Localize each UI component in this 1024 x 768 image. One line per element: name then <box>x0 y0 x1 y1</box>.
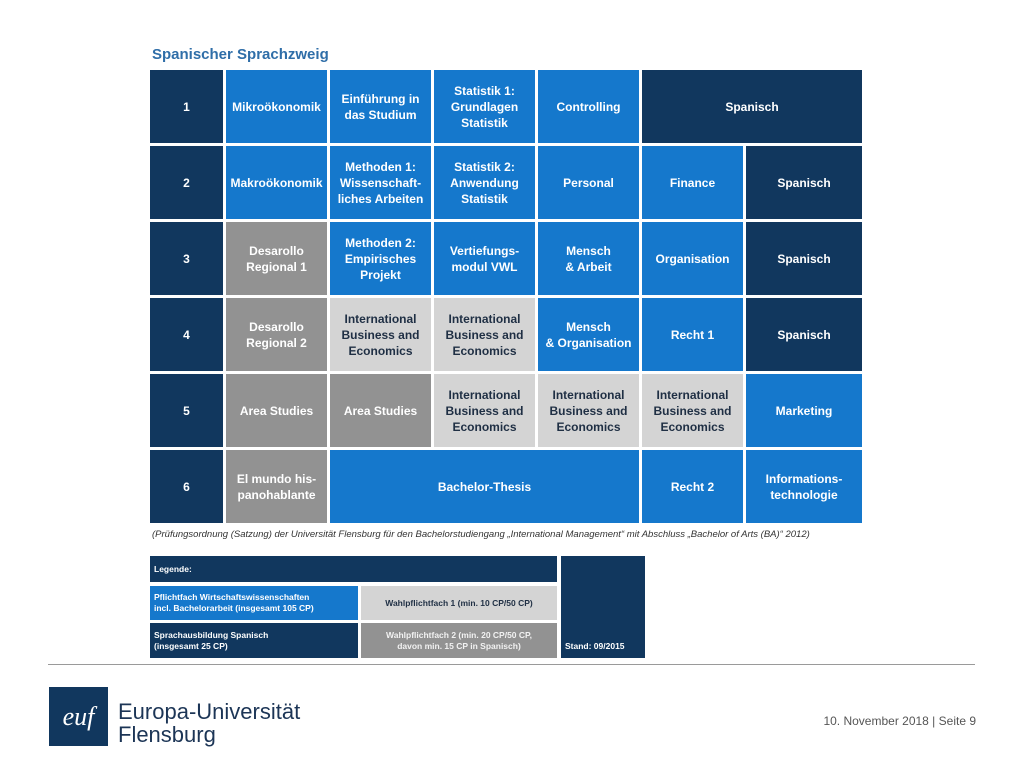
module-desarollo-regional-1: Desarollo Regional 1 <box>226 222 327 295</box>
semester-label-6: 6 <box>150 450 223 523</box>
page-title: Spanischer Sprachzweig <box>152 46 329 63</box>
module-ibe-4a: International Business and Economics <box>330 298 431 371</box>
module-ibe-4b: International Business and Economics <box>434 298 535 371</box>
semester-label-4: 4 <box>150 298 223 371</box>
module-recht-2: Recht 2 <box>642 450 743 523</box>
module-einfuehrung: Einführung in das Studium <box>330 70 431 143</box>
legend-stand: Stand: 09/2015 <box>561 556 645 658</box>
module-organisation: Organisation <box>642 222 743 295</box>
module-controlling: Controlling <box>538 70 639 143</box>
legend-sprachausbildung: Sprachausbildung Spanisch (insgesamt 25 CP) <box>150 623 358 658</box>
footer-divider <box>48 664 975 665</box>
module-el-mundo-hispanohablante: El mundo his- panohablante <box>226 450 327 523</box>
module-personal: Personal <box>538 146 639 219</box>
module-makrooekonomik: Makroökonomik <box>226 146 327 219</box>
semester-label-3: 3 <box>150 222 223 295</box>
module-mikrooekonomik: Mikroökonomik <box>226 70 327 143</box>
curriculum-grid <box>150 70 862 526</box>
module-finance: Finance <box>642 146 743 219</box>
logo-mark-text: euf <box>62 702 95 731</box>
module-bachelor-thesis: Bachelor-Thesis <box>330 450 639 523</box>
module-informationstechnologie: Informations- technologie <box>746 450 862 523</box>
legend-heading: Legende: <box>150 556 557 582</box>
module-methoden-2: Methoden 2: Empirisches Projekt <box>330 222 431 295</box>
legend-pflichtfach: Pflichtfach Wirtschaftswissenschaften incl. Bachelorarbeit (insgesamt 105 CP) <box>150 586 358 620</box>
module-ibe-5c: International Business and Economics <box>642 374 743 447</box>
module-area-studies-b: Area Studies <box>330 374 431 447</box>
module-area-studies-a: Area Studies <box>226 374 327 447</box>
semester-label-1: 1 <box>150 70 223 143</box>
module-mensch-organisation: Mensch & Organisation <box>538 298 639 371</box>
module-ibe-5b: International Business and Economics <box>538 374 639 447</box>
module-vertiefungsmodul-vwl: Vertiefungs- modul VWL <box>434 222 535 295</box>
module-statistik-1: Statistik 1: Grundlagen Statistik <box>434 70 535 143</box>
footnote: (Prüfungsordnung (Satzung) der Universität Flensburg für den Bachelorstudiengang „International Management“ mit Abschluss „Bachelor of Arts (BA)“ 2012) <box>152 529 810 540</box>
module-spanisch-1: Spanisch <box>642 70 862 143</box>
semester-label-2: 2 <box>150 146 223 219</box>
module-mensch-arbeit: Mensch & Arbeit <box>538 222 639 295</box>
euf-logo-icon <box>49 687 108 746</box>
module-spanisch-2: Spanisch <box>746 146 862 219</box>
module-desarollo-regional-2: Desarollo Regional 2 <box>226 298 327 371</box>
university-name: Europa-Universität Flensburg <box>118 699 301 747</box>
slide-date-page: 10. November 2018 | Seite 9 <box>823 714 976 728</box>
legend-wahlpflichtfach-1: Wahlpflichtfach 1 (min. 10 CP/50 CP) <box>361 586 557 620</box>
module-marketing: Marketing <box>746 374 862 447</box>
university-logo-mark <box>49 687 108 746</box>
semester-label-5: 5 <box>150 374 223 447</box>
module-spanisch-4: Spanisch <box>746 298 862 371</box>
legend-wahlpflichtfach-2: Wahlpflichtfach 2 (min. 20 CP/50 CP, davon min. 15 CP in Spanisch) <box>361 623 557 658</box>
module-recht-1: Recht 1 <box>642 298 743 371</box>
module-ibe-5a: International Business and Economics <box>434 374 535 447</box>
module-methoden-1: Methoden 1: Wissenschaft- liches Arbeiten <box>330 146 431 219</box>
module-statistik-2: Statistik 2: Anwendung Statistik <box>434 146 535 219</box>
module-spanisch-3: Spanisch <box>746 222 862 295</box>
